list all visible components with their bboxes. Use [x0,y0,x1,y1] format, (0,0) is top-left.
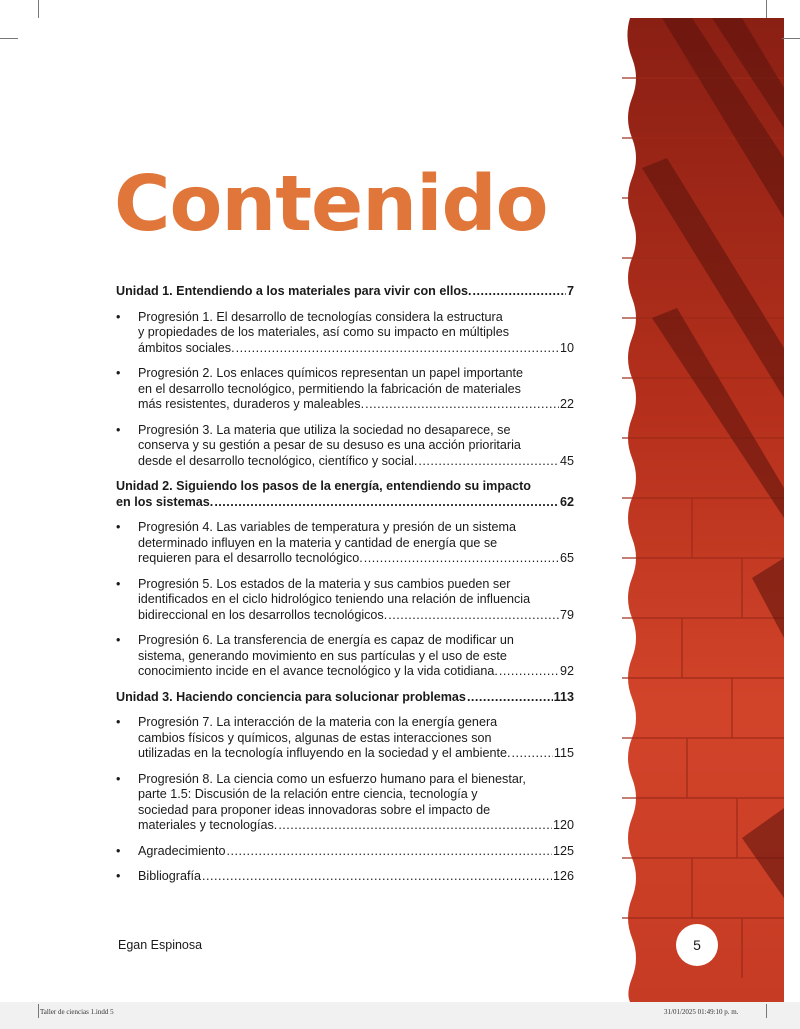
leader-dots [202,869,552,885]
toc-line [138,592,574,608]
toc-entry [116,577,574,624]
toc-entry [116,633,574,680]
toc-text: identificados en el ciclo hidrológico teniendo una relación de influencia [138,592,531,606]
bullet-icon: • [116,366,121,380]
leader-dots [227,844,552,860]
toc-text: Unidad 3. Haciendo conciencia para solucionar problemas [116,689,466,704]
leader-dots [214,495,559,511]
toc-unit [116,284,574,300]
toc-line [138,551,574,567]
toc-line [138,649,574,665]
toc-text: desde el desarrollo tecnológico, científico y social. [138,453,418,468]
leader-dots [511,746,552,762]
toc-text: más resistentes, duraderos y maleables. [138,397,365,411]
toc-line [138,731,574,747]
toc-page-number: 7 [566,284,574,298]
toc-line [138,869,574,885]
toc-page-number: 10 [559,340,574,355]
bullet-icon: • [116,771,121,786]
toc-unit [116,690,574,706]
toc-text: Progresión 2. Los enlaces químicos representan un papel importante [138,366,524,380]
toc-line [138,818,574,834]
toc-entry [116,310,574,357]
toc-text: conserva y su gestión a pesar de su desuso es una acción prioritaria [138,438,521,452]
toc-text: Agradecimiento [138,843,226,858]
toc-page-number: 65 [559,551,574,565]
toc-text: Unidad 2. Siguiendo los pasos de la energía, entendiendo su impacto [116,479,531,493]
toc-line [116,690,574,706]
toc-text: en los sistemas. [116,494,214,509]
toc-text: Progresión 5. Los estados de la materia y sus cambios pueden ser [138,576,511,591]
crop-mark [38,0,39,18]
leader-dots [388,608,559,624]
toc-page-number: 120 [552,818,574,832]
toc-text: Progresión 3. La materia que utiliza la sociedad no desaparece, se [138,422,511,437]
page-number-badge: 5 [676,924,718,966]
toc-line [138,772,574,788]
toc-text: en el desarrollo tecnológico, permitiendo la fabricación de materiales [138,381,521,396]
toc-line [138,366,574,382]
toc-page-number: 79 [559,607,574,622]
toc-line [138,382,574,398]
toc-text: materiales y tecnologías. [138,818,278,832]
toc-line [138,520,574,536]
toc-line [138,633,574,649]
toc-entry [116,715,574,762]
toc-page-number: 126 [552,869,574,883]
crop-mark [766,1004,767,1018]
toc-line [138,715,574,731]
bullet-icon: • [116,576,121,591]
bullet-icon: • [116,843,121,858]
brick-wall-image [622,18,784,1002]
toc-line [116,495,574,511]
toc-line [138,787,574,803]
toc-text: parte 1.5: Discusión de la relación entre ciencia, tecnología y [138,787,478,801]
leader-dots [473,284,566,300]
toc-entry [116,423,574,470]
toc-text: ámbitos sociales. [138,340,235,355]
toc-line [116,479,574,495]
toc-page-number: 62 [559,494,574,509]
toc-line [138,325,574,341]
leader-dots [418,454,559,470]
toc-line [138,803,574,819]
toc-entry [116,772,574,834]
toc-text: requieren para el desarrollo tecnológico. [138,551,363,565]
crop-mark [0,38,18,39]
toc-page-number: 22 [559,397,574,411]
toc-text: Progresión 6. La transferencia de energía es capaz de modificar un [138,633,514,647]
toc-page-number: 92 [559,664,574,678]
toc-line [138,454,574,470]
toc-line [138,746,574,762]
toc-line [116,284,574,300]
toc-text: Progresión 7. La interacción de la materia con la energía genera [138,715,498,729]
bullet-icon: • [116,422,121,437]
toc-text: determinado influyen en la materia y cantidad de energía que se [138,535,498,550]
bullet-icon: • [116,633,121,647]
crop-mark [766,0,767,18]
leader-dots [364,551,559,567]
toc-line [138,608,574,624]
toc-text: sistema, generando movimiento en sus partículas y el uso de este [138,648,507,663]
brick-wall-graphic [622,18,784,1002]
toc-text: Progresión 8. La ciencia como un esfuerzo humano para el bienestar, [138,771,526,786]
toc-text: utilizadas en la tecnología influyendo en la sociedad y el ambiente. [138,746,511,760]
toc-entry [116,844,574,860]
toc-line [138,664,574,680]
footer-file-name: Taller de ciencias 1.indd 5 [40,1008,114,1016]
toc-text: Bibliografía [138,869,202,883]
bullet-icon: • [116,715,121,729]
toc-page-number: 125 [552,843,574,858]
toc-line [138,423,574,439]
crop-mark [38,1004,39,1018]
bullet-icon: • [116,309,121,324]
toc-line [138,844,574,860]
leader-dots [499,664,559,680]
leader-dots [236,341,559,357]
leader-dots [278,818,552,834]
footer-timestamp: 31/01/2025 01:49:10 p. m. [664,1008,739,1016]
toc-page-number: 113 [553,689,574,704]
toc-text: Progresión 4. Las variables de temperatura y presión de un sistema [138,520,517,534]
page-title: Contenido [114,160,548,249]
toc-line [138,341,574,357]
toc-text: y propiedades de los materiales, así como su impacto en múltiples [138,325,509,339]
toc-text: sociedad para proponer ideas innovadoras sobre el impacto de [138,802,491,817]
toc-line [138,438,574,454]
leader-dots [467,690,553,706]
toc-unit [116,479,574,510]
toc-page-number: 45 [559,453,574,468]
bullet-icon: • [116,869,121,883]
toc-text: Progresión 1. El desarrollo de tecnologías considera la estructura [138,309,503,324]
toc-entry [116,366,574,413]
toc-text: conocimiento incide en el avance tecnológico y la vida cotidiana. [138,664,498,678]
table-of-contents [116,284,574,895]
toc-line [138,397,574,413]
bullet-icon: • [116,520,121,534]
toc-line [138,310,574,326]
toc-text: Unidad 1. Entendiendo a los materiales para vivir con ellos. [116,284,472,298]
toc-line [138,577,574,593]
toc-text: bidireccional en los desarrollos tecnológicos. [138,607,388,622]
author-name: Egan Espinosa [118,938,203,952]
crop-mark [782,38,800,39]
toc-line [138,536,574,552]
toc-entry [116,869,574,885]
leader-dots [365,397,559,413]
toc-page-number: 115 [553,746,574,760]
toc-text: cambios físicos y químicos, algunas de estas interacciones son [138,730,492,745]
toc-entry [116,520,574,567]
